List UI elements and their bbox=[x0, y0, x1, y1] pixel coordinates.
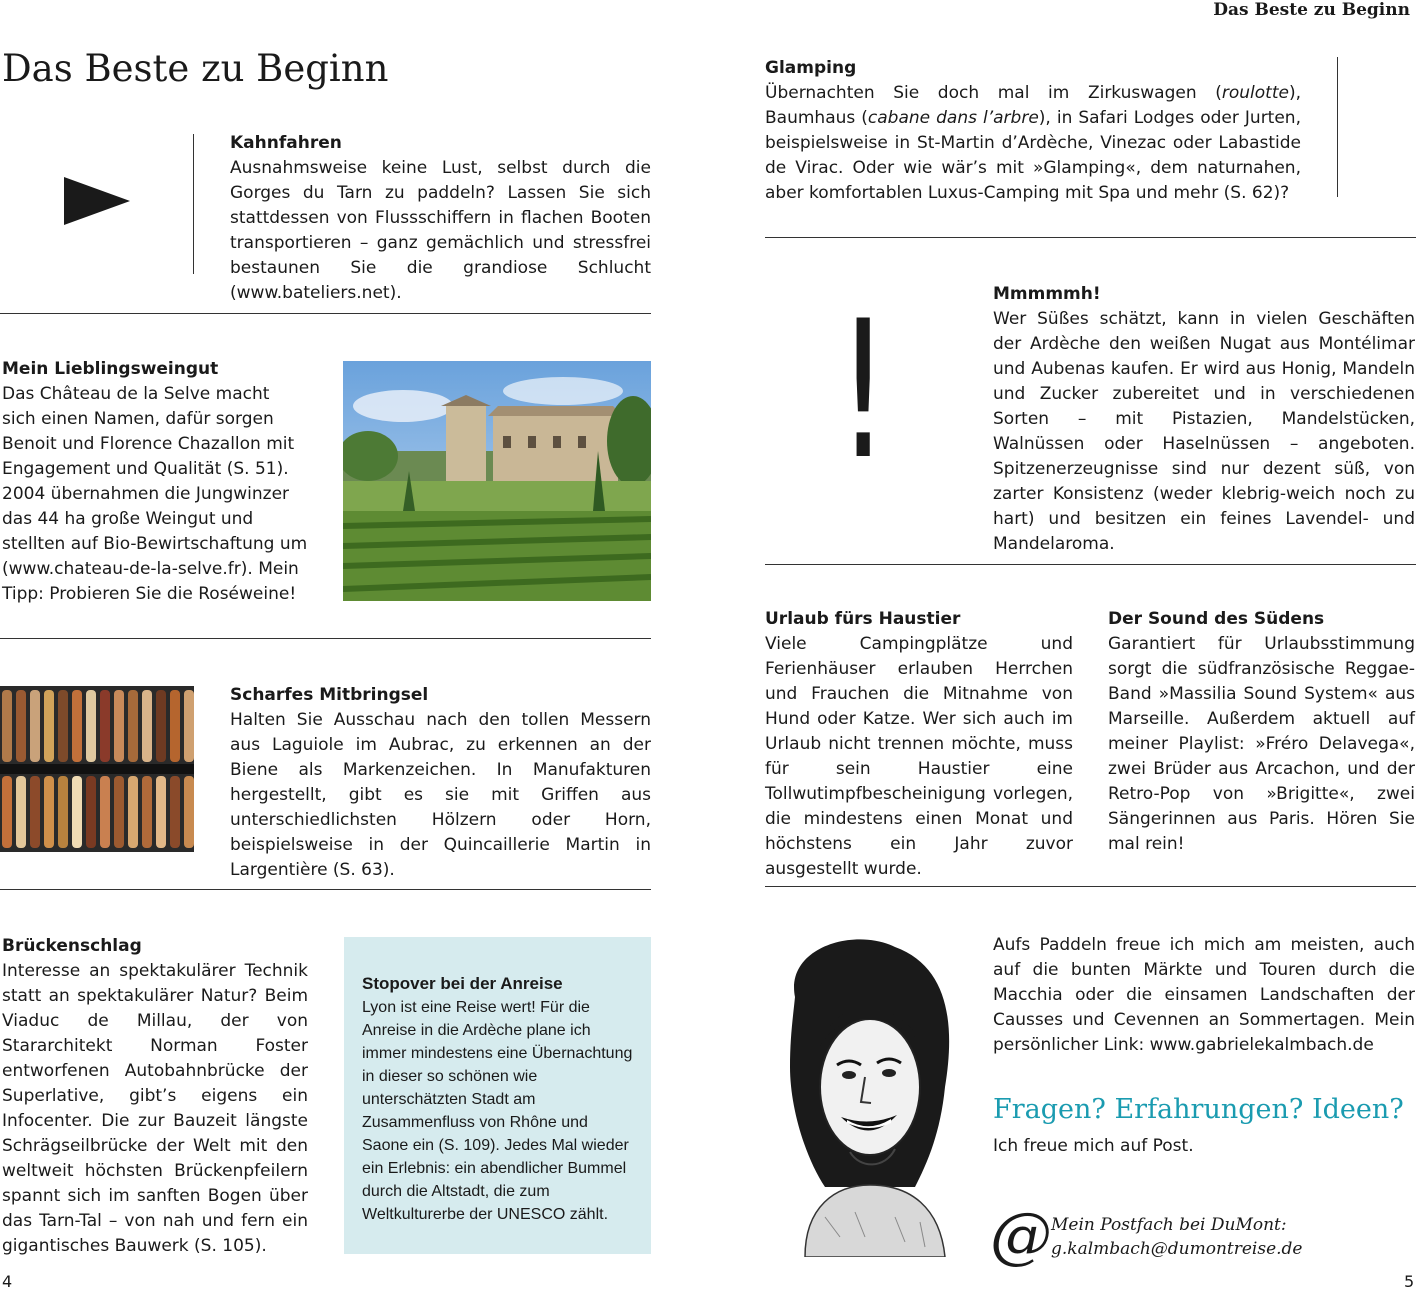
email-link[interactable]: g.kalmbach@dumontreise.de bbox=[1051, 1239, 1303, 1259]
page-number-left: 4 bbox=[2, 1272, 13, 1291]
kahnfahren-section bbox=[230, 131, 651, 306]
glamping-vertical-rule bbox=[1337, 57, 1338, 197]
sound-section bbox=[1108, 607, 1415, 857]
haustier-title: Urlaub fürs Haustier bbox=[765, 609, 961, 629]
divider bbox=[765, 886, 1416, 887]
weingut-text: Das Château de la Selve macht sich einen Namen, dafür sorgen Benoit und Florence Chazallon mit Engagement und Qualität (S. 51). 2004 übernahmen die Jungwinzer das 44 ha große Weingut und stellten auf Bio-Bewirtschaftung um (www.chateau-de-la-selve.fr). Mein Tipp: Probieren Sie die Roséweine! bbox=[2, 384, 308, 604]
author-text: Aufs Paddeln freue ich mich am meisten, auch auf die bunten Märkte und Touren durch die Macchia oder die einsamen Landschaften der Causses und Cevennen an Sommertagen. Mein persönlicher Link: www.gabrielekalmbach.de bbox=[993, 935, 1415, 1055]
kahnfahren-title: Kahnfahren bbox=[230, 133, 342, 153]
weingut-title: Mein Lieblingsweingut bbox=[2, 359, 219, 379]
divider bbox=[765, 237, 1416, 238]
at-icon: @ bbox=[990, 1198, 1052, 1271]
divider bbox=[765, 564, 1416, 565]
glamping-section bbox=[765, 56, 1301, 206]
knives-photo bbox=[0, 686, 194, 852]
haustier-text: Viele Campingplätze und Ferienhäuser erlauben Herrchen und Frauchen die Mitnahme von Hund oder Katze. Wer sich auch im Urlaub nicht trennen möchte, muss für sein Haustier eine Tollwutimpfbescheinigung vorlegen, die mindestens einen Monat und höchstens ein Jahr zuvor ausgestellt wurde. bbox=[765, 634, 1073, 879]
play-arrow-icon bbox=[64, 177, 132, 225]
sound-text: Garantiert für Urlaubsstimmung sorgt die südfranzösische Reggae-Band »Massilia Sound System« aus Marseille. Außerdem aktuell auf meiner Playlist: »Fréro Delavega«, zwei Brüder aus Arcachon, und der Retro-Pop von »Brigitte«, zwei Sängerinnen aus Paris. Hören Sie mal rein! bbox=[1108, 634, 1415, 854]
mailbox-label: Mein Postfach bei DuMont: bbox=[1051, 1215, 1287, 1235]
mitbringsel-title: Scharfes Mitbringsel bbox=[230, 685, 429, 705]
page-title: Das Beste zu Beginn bbox=[2, 47, 389, 90]
author-section bbox=[993, 933, 1415, 1058]
mmmmmh-section bbox=[993, 282, 1415, 557]
bruecke-title: Brückenschlag bbox=[2, 936, 142, 956]
divider bbox=[0, 313, 651, 314]
bruecke-text: Interesse an spektakulärer Technik statt an spektakulärer Natur? Beim Viaduc de Millau, der von Stararchitekt Norman Foster entworfenen Autobahnbrücke der Superlative, gibt’s eigens ein Infocenter. Die zur Bauzeit längste Schrägseilbrücke der Welt mit den weltweit höchsten Brückenpfeilern spannt sich im sanften Bogen über das Tarn-Tal – von nah und fern ein gigantisches Bauwerk (S. 105). bbox=[2, 961, 308, 1256]
haustier-section bbox=[765, 607, 1073, 882]
mitbringsel-section bbox=[230, 683, 651, 883]
mmmmmh-text: Wer Süßes schätzt, kann in vielen Geschäften der Ardèche den weißen Nugat aus Montélimar und Aubenas kaufen. Er wird aus Honig, Mandeln und Zucker zubereitet und in verschiedenen Sorten – mit Pistazien, Mandelstücken, Walnüssen oder Haselnüssen – angeboten. Spitzenerzeugnisse sind nur dezent süß, von zarter Konsistenz (weder klebrig-weich noch zu hart) und besitzen ein feines Lavendel- und Mandelaroma. bbox=[993, 309, 1415, 554]
author-post: Ich freue mich auf Post. bbox=[993, 1136, 1194, 1156]
mmmmmh-title: Mmmmmh! bbox=[993, 284, 1101, 304]
author-portrait bbox=[765, 937, 965, 1257]
weingut-section bbox=[2, 357, 308, 607]
mitbringsel-text: Halten Sie Ausschau nach den tollen Messern aus Laguiole im Aubrac, zu erkennen an der Biene als Markenzeichen. In Manufakturen hergestellt, gibt es sie mit Griffen aus unterschiedlichsten Hölzern oder Horn, beispielsweise in der Quincaillerie Martin in Largentière (S. 63). bbox=[230, 710, 651, 880]
exclamation-icon: ! bbox=[836, 280, 890, 501]
kahnfahren-vertical-rule bbox=[193, 134, 194, 274]
divider bbox=[0, 638, 651, 639]
bruecke-section bbox=[2, 934, 308, 1259]
page-number-right: 5 bbox=[1404, 1272, 1415, 1291]
kahnfahren-text: Ausnahmsweise keine Lust, selbst durch die Gorges du Tarn zu paddeln? Lassen Sie sich stattdessen von Flussschiffern in flachen Booten transportieren – ganz gemächlich und stressfrei bestaunen Sie die grandiose Schlucht (www.bateliers.net). bbox=[230, 158, 651, 303]
sound-title: Der Sound des Südens bbox=[1108, 609, 1325, 629]
divider bbox=[0, 889, 651, 890]
glamping-text: Übernachten Sie doch mal im Zirkuswagen (roulotte), Baumhaus (cabane dans l’arbre), in Safari Lodges oder Jurten, beispielsweise in St-Martin d’Ardèche, Vinezac oder Labastide de Virac. Oder wie wär’s mit »Glamping«, dem naturnahen, aber komfortablen Luxus-Camping mit Spa und mehr (S. 62)? bbox=[765, 83, 1301, 203]
glamping-title: Glamping bbox=[765, 58, 857, 78]
stopover-text: Lyon ist eine Reise wert! Für die Anreise in die Ardèche plane ich immer mindestens eine Übernachtung in dieser so schönen wie unterschätzten Stadt am Zusammenfluss von Rhône und Saone ein (S. 109). Jedes Mal wieder ein Erlebnis: ein abendlicher Bummel durch die Altstadt, die zum Weltkulturerbe der UNESCO zählt. bbox=[362, 999, 633, 1223]
chateau-photo bbox=[343, 361, 651, 601]
stopover-title: Stopover bei der Anreise bbox=[362, 974, 563, 993]
stopover-section bbox=[362, 971, 637, 1226]
mailbox-block bbox=[1051, 1213, 1303, 1261]
author-question: Fragen? Erfahrungen? Ideen? bbox=[993, 1094, 1404, 1125]
running-head: Das Beste zu Beginn bbox=[1213, 0, 1410, 20]
